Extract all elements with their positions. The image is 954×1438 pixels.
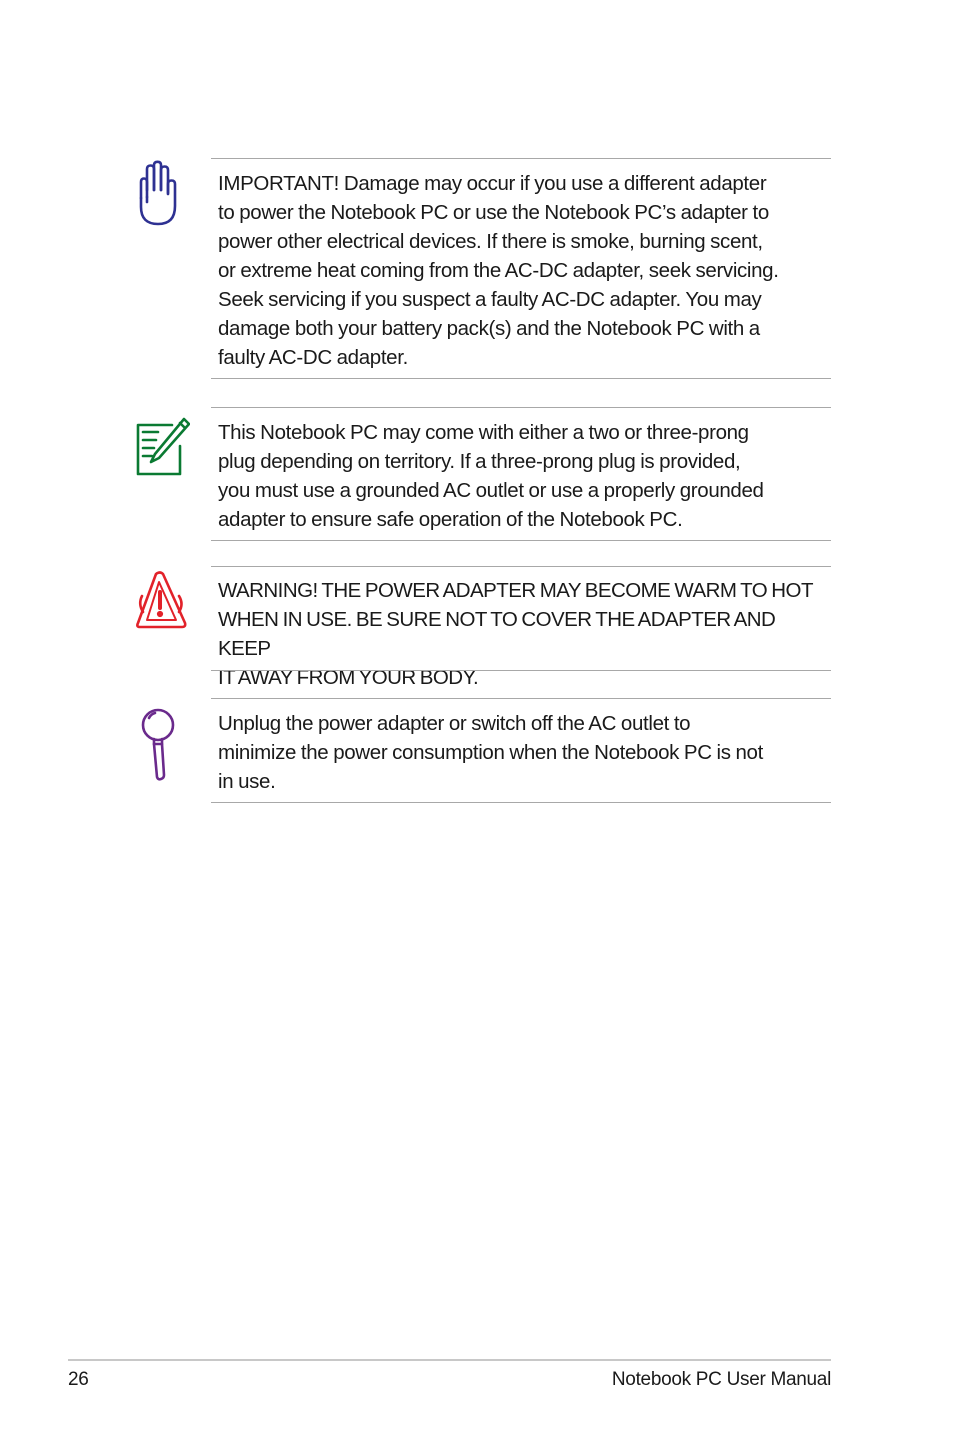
- raised-hand-icon: [134, 160, 182, 230]
- notice-note-top-rule: [211, 407, 831, 408]
- notice-tip-bottom-rule: [211, 802, 831, 803]
- notice-warning-top-rule: [211, 566, 831, 567]
- notice-warning-text: WARNING! THE POWER ADAPTER MAY BECOME WARM TO HOT WHEN IN USE. BE SURE NOT TO COVER THE ADAPTER AND KEEP IT AWAY FROM YOUR BODY.: [218, 579, 813, 689]
- page-number: 26: [68, 1369, 89, 1390]
- warning-triangle-icon: [134, 570, 188, 630]
- notice-tip-text: Unplug the power adapter or switch off the AC outlet to minimize the power consumption when the Notebook PC is not in use.: [218, 712, 763, 793]
- manual-title: Notebook PC User Manual: [611, 1369, 831, 1390]
- notice-note-text: This Notebook PC may come with either a two or three-prong plug depending on territory. If a three-prong plug is provided, you must use a grounded AC outlet or use a properly grounded adapter to ensure safe operation of the Notebook PC.: [218, 421, 764, 531]
- notice-tip-top-rule: [211, 698, 831, 699]
- notice-important-top-rule: [211, 158, 831, 159]
- notice-warning-bottom-rule: [211, 670, 831, 671]
- note-pencil-icon: [134, 416, 190, 480]
- magnifying-glass-icon: [138, 706, 178, 782]
- notice-important-bottom-rule: [211, 378, 831, 379]
- notice-note-bottom-rule: [211, 540, 831, 541]
- footer-rule: [68, 1359, 831, 1361]
- notice-important-text: IMPORTANT! Damage may occur if you use a different adapter to power the Notebook PC or use the Notebook PC’s adapter to power other electrical devices. If there is smoke, burning scent, or extreme heat coming from the AC-DC adapter, seek servicing. Seek servicing if you suspect a faulty AC-DC adapter. You may damage both your battery pack(s) and the Notebook PC with a faulty AC-DC adapter.: [218, 172, 779, 369]
